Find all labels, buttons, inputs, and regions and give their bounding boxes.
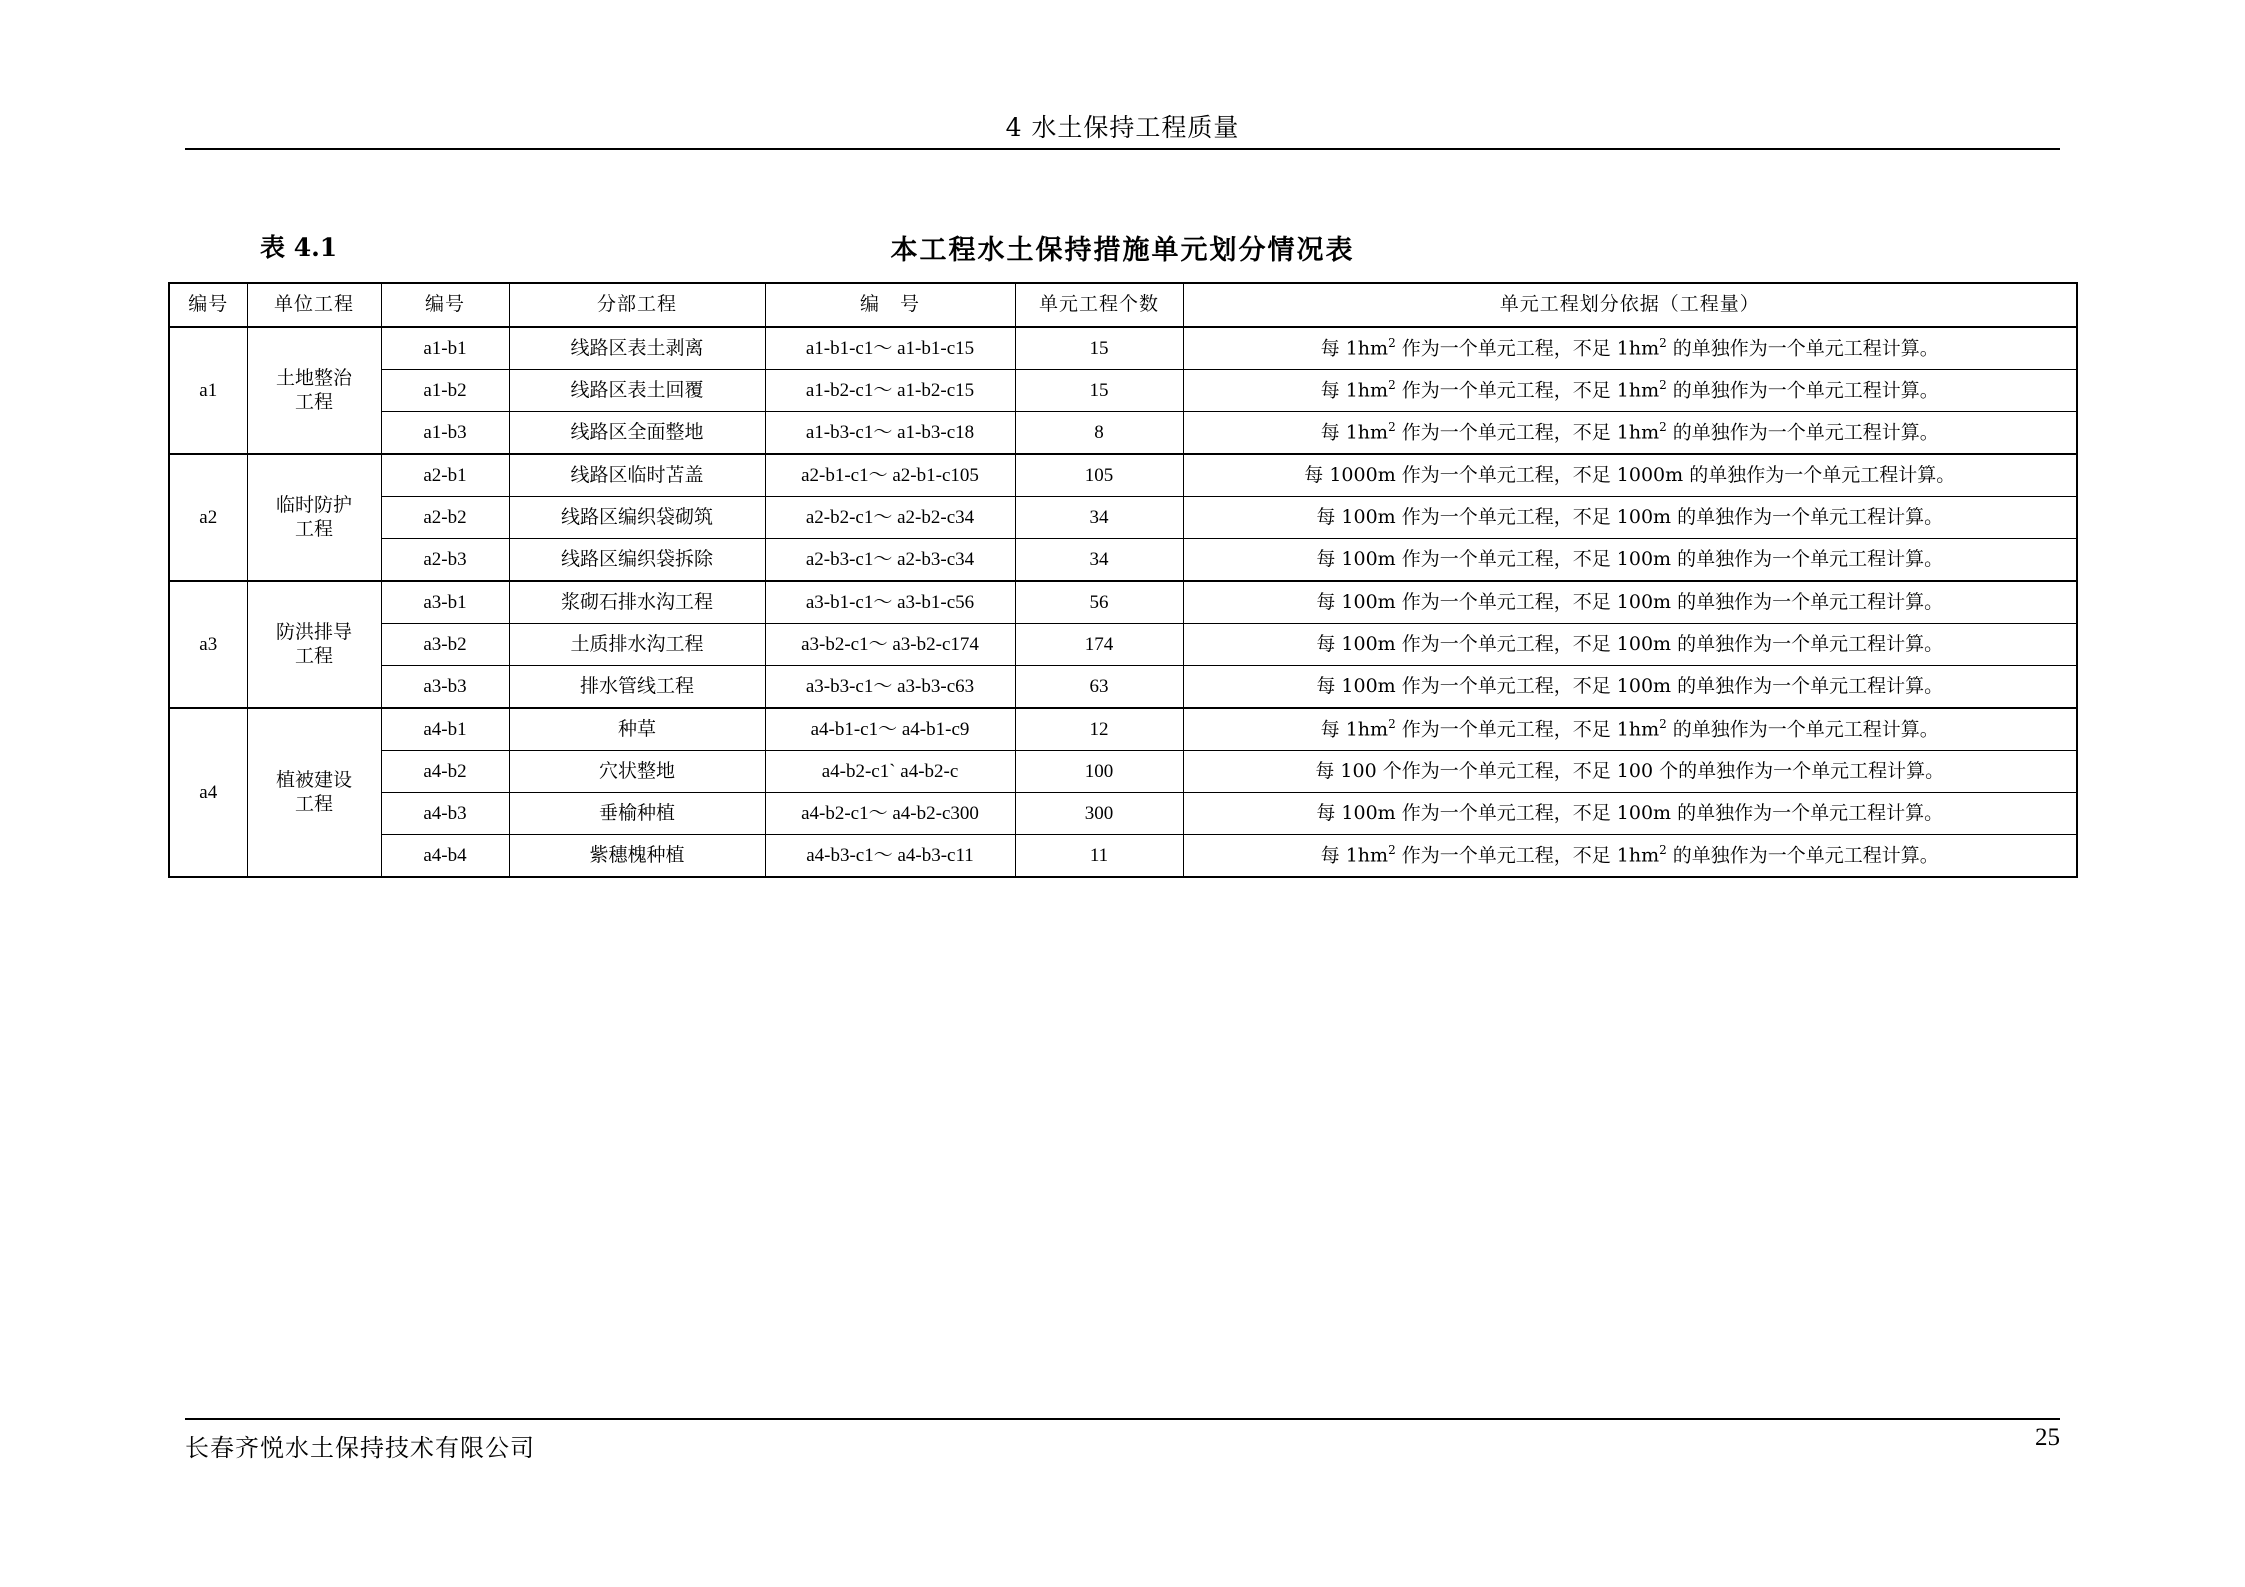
cell-unit-project: 防洪排导 工程	[247, 581, 381, 708]
column-header-basis: 单元工程划分依据（工程量）	[1183, 283, 2077, 327]
cell-sub-no: a3-b3	[381, 666, 509, 709]
cell-sub-project: 浆砌石排水沟工程	[509, 581, 765, 624]
table-row	[169, 497, 2077, 539]
cell-unit-no-range: a3-b1-c1～ a3-b1-c56	[765, 581, 1015, 624]
cell-unit-no-range: a2-b1-c1～ a2-b1-c105	[765, 454, 1015, 497]
cell-sub-no: a2-b3	[381, 539, 509, 582]
table-body	[169, 327, 2077, 877]
cell-sub-project: 紫穗槐种植	[509, 835, 765, 878]
cell-unit-count: 34	[1015, 497, 1183, 539]
cell-unit-count: 174	[1015, 624, 1183, 666]
table-caption-number: 表 4.1	[260, 233, 338, 262]
table-row	[169, 539, 2077, 582]
cell-unit-no-range: a4-b2-c1～ a4-b2-c300	[765, 793, 1015, 835]
cell-division-basis: 每 $1hm^2$ 作为一个单元工程，不足 $1hm^2$ 的单独作为一个单元工程计算。	[1183, 708, 2077, 751]
cell-unit-no-range: a4-b2-c1` a4-b2-c	[765, 751, 1015, 793]
column-header-no3: 编 号	[765, 283, 1015, 327]
cell-unit-no-range: a3-b3-c1～ a3-b3-c63	[765, 666, 1015, 709]
cell-sub-project: 穴状整地	[509, 751, 765, 793]
table-row	[169, 581, 2077, 624]
cell-unit-no-range: a3-b2-c1～ a3-b2-c174	[765, 624, 1015, 666]
cell-sub-no: a4-b2	[381, 751, 509, 793]
cell-unit-no-range: a2-b3-c1～ a2-b3-c34	[765, 539, 1015, 582]
cell-sub-project: 线路区临时苫盖	[509, 454, 765, 497]
cell-group-no: a4	[169, 708, 247, 877]
cell-unit-no-range: a2-b2-c1～ a2-b2-c34	[765, 497, 1015, 539]
footer-divider	[185, 1418, 2060, 1420]
cell-unit-count: 8	[1015, 412, 1183, 455]
cell-division-basis: 每 100m 作为一个单元工程，不足 100m 的单独作为一个单元工程计算。	[1183, 497, 2077, 539]
cell-sub-project: 排水管线工程	[509, 666, 765, 709]
cell-division-basis: 每 100m 作为一个单元工程，不足 100m 的单独作为一个单元工程计算。	[1183, 624, 2077, 666]
cell-unit-count: 100	[1015, 751, 1183, 793]
cell-sub-project: 线路区表土回覆	[509, 370, 765, 412]
cell-unit-count: 300	[1015, 793, 1183, 835]
cell-sub-project: 线路区全面整地	[509, 412, 765, 455]
cell-unit-project: 植被建设 工程	[247, 708, 381, 877]
header-divider	[185, 148, 2060, 150]
table-caption-title: 本工程水土保持措施单元划分情况表	[890, 235, 1355, 266]
cell-sub-no: a4-b4	[381, 835, 509, 878]
cell-unit-count: 34	[1015, 539, 1183, 582]
cell-division-basis: 每 1000m 作为一个单元工程，不足 1000m 的单独作为一个单元工程计算。	[1183, 454, 2077, 497]
cell-sub-no: a1-b3	[381, 412, 509, 455]
column-header-sub-project: 分部工程	[509, 283, 765, 327]
cell-unit-project: 土地整治 工程	[247, 327, 381, 454]
cell-division-basis: 每 $1hm^2$ 作为一个单元工程，不足 $1hm^2$ 的单独作为一个单元工程计算。	[1183, 835, 2077, 878]
table-row	[169, 708, 2077, 751]
page-number: 25	[2035, 1424, 2060, 1451]
table-row	[169, 624, 2077, 666]
cell-unit-no-range: a1-b3-c1～ a1-b3-c18	[765, 412, 1015, 455]
cell-sub-no: a4-b1	[381, 708, 509, 751]
cell-sub-no: a1-b2	[381, 370, 509, 412]
cell-division-basis: 每 $1hm^2$ 作为一个单元工程，不足 $1hm^2$ 的单独作为一个单元工程计算。	[1183, 370, 2077, 412]
cell-unit-no-range: a4-b1-c1～ a4-b1-c9	[765, 708, 1015, 751]
cell-unit-no-range: a4-b3-c1～ a4-b3-c11	[765, 835, 1015, 878]
column-header-unit-count: 单元工程个数	[1015, 283, 1183, 327]
table-row	[169, 412, 2077, 455]
table-row	[169, 666, 2077, 709]
cell-division-basis: 每 100 个作为一个单元工程，不足 100 个的单独作为一个单元工程计算。	[1183, 751, 2077, 793]
cell-division-basis: 每 $1hm^2$ 作为一个单元工程，不足 $1hm^2$ 的单独作为一个单元工程计算。	[1183, 327, 2077, 370]
cell-sub-no: a4-b3	[381, 793, 509, 835]
column-header-unit-project: 单位工程	[247, 283, 381, 327]
cell-sub-no: a3-b1	[381, 581, 509, 624]
cell-sub-no: a3-b2	[381, 624, 509, 666]
cell-division-basis: 每 100m 作为一个单元工程，不足 100m 的单独作为一个单元工程计算。	[1183, 793, 2077, 835]
column-header-no2: 编号	[381, 283, 509, 327]
cell-unit-count: 12	[1015, 708, 1183, 751]
cell-sub-no: a2-b2	[381, 497, 509, 539]
cell-sub-project: 线路区编织袋拆除	[509, 539, 765, 582]
cell-sub-no: a2-b1	[381, 454, 509, 497]
unit-division-table	[168, 282, 2078, 878]
cell-unit-no-range: a1-b2-c1～ a1-b2-c15	[765, 370, 1015, 412]
table-row	[169, 751, 2077, 793]
cell-group-no: a1	[169, 327, 247, 454]
cell-group-no: a3	[169, 581, 247, 708]
cell-sub-project: 线路区编织袋砌筑	[509, 497, 765, 539]
cell-unit-no-range: a1-b1-c1～ a1-b1-c15	[765, 327, 1015, 370]
cell-unit-count: 15	[1015, 327, 1183, 370]
cell-unit-count: 63	[1015, 666, 1183, 709]
table-row	[169, 370, 2077, 412]
table-row	[169, 793, 2077, 835]
cell-sub-project: 土质排水沟工程	[509, 624, 765, 666]
cell-division-basis: 每 100m 作为一个单元工程，不足 100m 的单独作为一个单元工程计算。	[1183, 581, 2077, 624]
cell-division-basis: 每 100m 作为一个单元工程，不足 100m 的单独作为一个单元工程计算。	[1183, 666, 2077, 709]
table-header-row	[169, 283, 2077, 327]
cell-sub-project: 线路区表土剥离	[509, 327, 765, 370]
table-row	[169, 835, 2077, 878]
table-row	[169, 454, 2077, 497]
cell-unit-project: 临时防护 工程	[247, 454, 381, 581]
cell-division-basis: 每 100m 作为一个单元工程，不足 100m 的单独作为一个单元工程计算。	[1183, 539, 2077, 582]
cell-sub-no: a1-b1	[381, 327, 509, 370]
table-caption	[185, 228, 2060, 266]
cell-unit-count: 105	[1015, 454, 1183, 497]
cell-unit-count: 15	[1015, 370, 1183, 412]
footer-company: 长春齐悦水土保持技术有限公司	[185, 1434, 535, 1462]
cell-sub-project: 种草	[509, 708, 765, 751]
cell-unit-count: 56	[1015, 581, 1183, 624]
cell-unit-count: 11	[1015, 835, 1183, 878]
cell-group-no: a2	[169, 454, 247, 581]
page-header: 4 水土保持工程质量	[1005, 113, 1240, 142]
column-header-no1: 编号	[169, 283, 247, 327]
cell-division-basis: 每 $1hm^2$ 作为一个单元工程，不足 $1hm^2$ 的单独作为一个单元工程计算。	[1183, 412, 2077, 455]
table-row	[169, 327, 2077, 370]
cell-sub-project: 垂榆种植	[509, 793, 765, 835]
